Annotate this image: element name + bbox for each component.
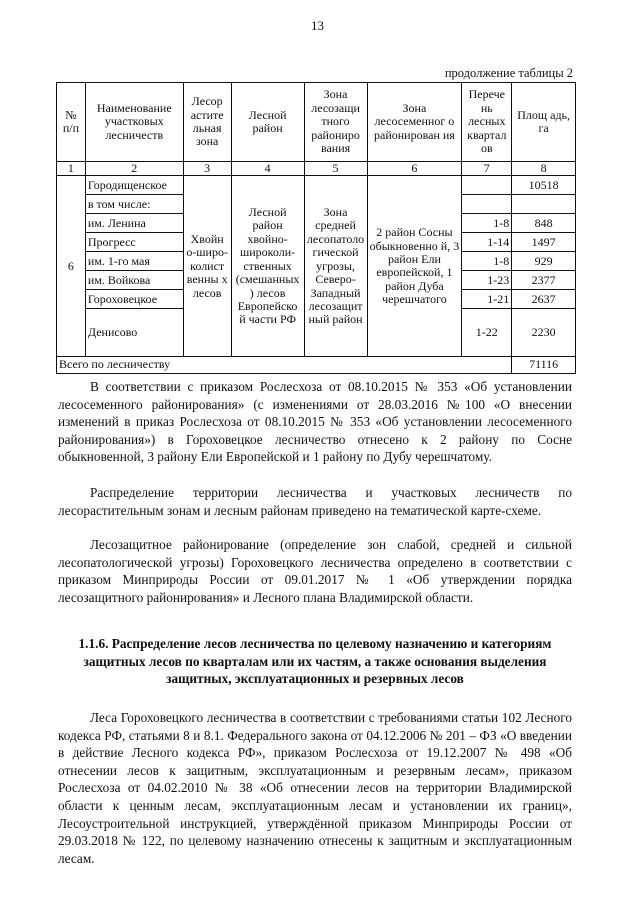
paragraph-seed-zoning (58, 378, 572, 466)
district-name: им. Ленина (85, 214, 183, 233)
vegetation-zone: Хвойн о-широ-колист венны х лесов (183, 176, 231, 357)
header-cell: Перече нь лесных квартал ов (462, 83, 512, 162)
quarters-cell: 1-14 (462, 233, 512, 252)
quarters-cell: 1-23 (462, 271, 512, 290)
forest-region: Лесной район хвойно-широколи-ственных (смешанных ) лесов Европейско й части РФ (231, 176, 304, 357)
header-cell: Зона лесозащи тного райониро вания (304, 83, 367, 162)
area-cell: 2377 (512, 271, 576, 290)
header-cell: № п/п (57, 83, 86, 162)
district-name: в том числе: (85, 195, 183, 214)
total-label: Всего по лесничеству (57, 357, 512, 373)
paragraph-territory (58, 484, 572, 519)
paragraph-designation (58, 709, 572, 867)
header-cell: Наименование участковых лесничеств (85, 83, 183, 162)
section-heading: 1.1.6. Распределение лесов лесничества по целевому назначению и категориям защитных лесов по кварталам или их частям, а также основания выделения защитных, эксплуатационных и резервных лесов (78, 636, 552, 687)
quarters-cell: 1-8 (462, 214, 512, 233)
area-cell: 2637 (512, 290, 576, 309)
forestry-table (56, 82, 576, 374)
header-cell: Площ адь, га (512, 83, 576, 162)
column-number-row (57, 162, 576, 176)
header-cell: Лесной район (231, 83, 304, 162)
paragraph-text: Леса Гороховецкого лесничества в соответствии с требованиями статьи 102 Лесного кодекса РФ, статьями 8 и 8.1. Федерального закона от 04.12.2006 № 201 – ФЗ «О введении в действие Лесного кодекса РФ», приказом Рослесхоза от 19.12.2007 № 498 «Об отнесении лесов к защитным, эксплуатационным и резервным лесам», приказом Рослесхоза от 04.02.2010 № 38 «Об отнесении лесов на территории Владимирской области к ценным лесам, эксплуатационным лесам и установлении их границ», Лесоустроительной инструкцией, утверждённой приказом Минприроды России от 29.03.2018 № 122, по целевому назначению отнесены к защитным и эксплуатационным лесам. (58, 710, 572, 866)
total-area: 71116 (512, 357, 576, 373)
district-name: Городищенское (85, 176, 183, 195)
seed-zone: 2 район Сосны обыкновенно й, 3 район Ели европейской, 1 район Дуба черешчатого (367, 176, 462, 357)
header-cell: Лесор аститe льная зона (183, 83, 231, 162)
district-name: Прогресс (85, 233, 183, 252)
district-name: им. 1-го мая (85, 252, 183, 271)
district-name: Денисово (85, 309, 183, 357)
paragraph-text: В соответствии с приказом Рослесхоза от 08.10.2015 № 353 «Об установлении лесосеменного районирования» (с изменениями от 28.03.2016 №100 «О внесении изменений в приказ Рослесхоза от 08.10.2015 № 353 «Об установлении лесосеменного районирования») в Гороховецкое лесничество отнесено к 2 району по Сосне обыкновенной, 3 району Ели Европейской и 1 району по Дубу черешчатому. (58, 379, 572, 465)
paragraph-text: Лесозащитное районирование (определение зон слабой, средней и сильной лесопатологической угрозы) Гороховецкого лесничества определено в соответствии с приказом Минприроды России от 09.01.2017 № 1 «Об утверждении порядка лесозащитного районирования» и Лесного плана Владимирской области. (58, 537, 572, 605)
column-number: 2 (85, 162, 183, 176)
column-number: 5 (304, 162, 367, 176)
paragraph-text: Распределение территории лесничества и участковых лесничеств по лесорастительным зонам и лесным районам приведено на тематической карте-схеме. (58, 485, 572, 518)
area-cell: 1497 (512, 233, 576, 252)
page-number: 13 (311, 18, 324, 33)
protection-zone: Зона средней лесопатоло гической угрозы, Северо-Западный лесозащит ный район (304, 176, 367, 357)
quarters-cell: 1-21 (462, 290, 512, 309)
column-number: 7 (462, 162, 512, 176)
district-name: им. Войкова (85, 271, 183, 290)
header-cell: Зона лесосеменног о районирован ия (367, 83, 462, 162)
quarters-cell (462, 176, 512, 195)
area-cell (512, 195, 576, 214)
table-row (57, 176, 576, 195)
quarters-cell: 1-8 (462, 252, 512, 271)
column-number: 1 (57, 162, 86, 176)
column-number: 4 (231, 162, 304, 176)
area-cell: 2230 (512, 309, 576, 357)
quarters-cell (462, 195, 512, 214)
total-row (57, 357, 576, 373)
column-number: 8 (512, 162, 576, 176)
area-cell: 929 (512, 252, 576, 271)
area-cell: 10518 (512, 176, 576, 195)
column-number: 6 (367, 162, 462, 176)
table-continuation-label: продолжение таблицы 2 (444, 66, 573, 80)
district-name: Гороховецкое (85, 290, 183, 309)
column-number: 3 (183, 162, 231, 176)
quarters-cell: 1-22 (462, 309, 512, 357)
area-cell: 848 (512, 214, 576, 233)
row-number: 6 (57, 176, 86, 357)
header-row (57, 83, 576, 162)
paragraph-protection-zoning (58, 536, 572, 606)
